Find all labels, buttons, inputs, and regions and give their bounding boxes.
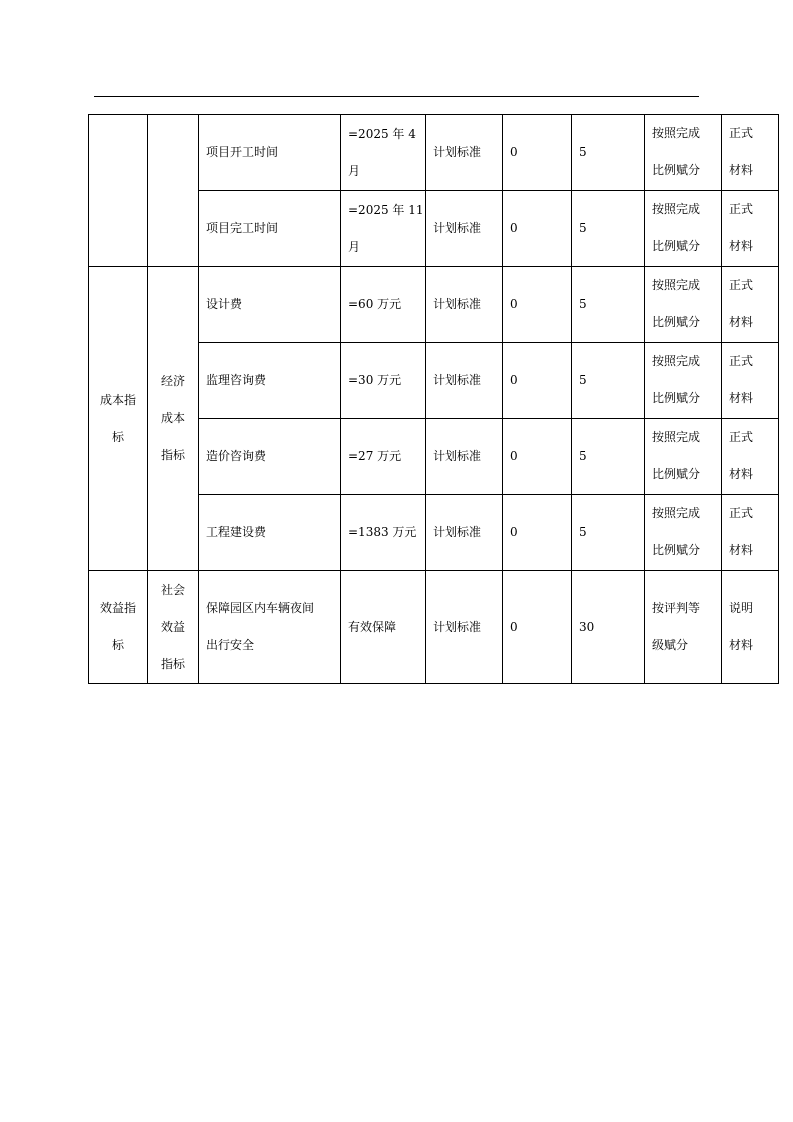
source-line: 材料 bbox=[729, 239, 754, 253]
score-cell: 5 bbox=[572, 419, 645, 495]
method-cell bbox=[645, 419, 722, 495]
indicator-cell: 造价咨询费 bbox=[199, 419, 341, 495]
target-cell bbox=[341, 191, 426, 267]
performance-indicator-table bbox=[88, 114, 779, 684]
method-line: 比例赋分 bbox=[652, 467, 701, 481]
target-line: 月 bbox=[348, 163, 361, 178]
method-line: 比例赋分 bbox=[652, 391, 701, 405]
method-line: 按照完成 bbox=[652, 126, 701, 140]
basis-cell: 计划标准 bbox=[426, 267, 503, 343]
score-cell: 5 bbox=[572, 115, 645, 191]
level2-label: 指标 bbox=[160, 448, 185, 462]
min-cell: 0 bbox=[503, 571, 572, 684]
level1-label: 标 bbox=[111, 638, 124, 652]
source-line: 正式 bbox=[729, 506, 754, 520]
method-line: 按照完成 bbox=[652, 506, 701, 520]
source-cell bbox=[722, 419, 779, 495]
method-line: 按照完成 bbox=[652, 202, 701, 216]
basis-cell: 计划标准 bbox=[426, 343, 503, 419]
basis-cell: 计划标准 bbox=[426, 571, 503, 684]
method-line: 比例赋分 bbox=[652, 163, 701, 177]
target-cell: =60 万元 bbox=[341, 267, 426, 343]
method-line: 比例赋分 bbox=[652, 315, 701, 329]
method-line: 比例赋分 bbox=[652, 543, 701, 557]
level2-cell-cost bbox=[148, 267, 199, 571]
source-line: 正式 bbox=[729, 278, 754, 292]
source-line: 正式 bbox=[729, 354, 754, 368]
level2-cell-empty bbox=[148, 115, 199, 267]
source-cell bbox=[722, 267, 779, 343]
level1-label: 标 bbox=[111, 429, 124, 444]
source-line: 材料 bbox=[729, 638, 754, 652]
source-cell bbox=[722, 343, 779, 419]
source-line: 正式 bbox=[729, 126, 754, 140]
indicator-line: 出行安全 bbox=[206, 638, 255, 652]
target-cell: =30 万元 bbox=[341, 343, 426, 419]
method-cell bbox=[645, 571, 722, 684]
source-line: 正式 bbox=[729, 202, 754, 216]
level1-cell-empty bbox=[89, 115, 148, 267]
indicator-cell: 项目开工时间 bbox=[199, 115, 341, 191]
target-line: 月 bbox=[348, 239, 361, 254]
basis-cell: 计划标准 bbox=[426, 419, 503, 495]
target-line: =2025 年 11 bbox=[348, 202, 424, 217]
header-rule bbox=[94, 96, 699, 97]
source-line: 说明 bbox=[729, 601, 754, 615]
indicator-cell: 工程建设费 bbox=[199, 495, 341, 571]
method-cell bbox=[645, 115, 722, 191]
basis-cell: 计划标准 bbox=[426, 495, 503, 571]
score-cell: 5 bbox=[572, 191, 645, 267]
target-line: =2025 年 4 bbox=[348, 126, 416, 141]
method-line: 按照完成 bbox=[652, 278, 701, 292]
level2-label: 指标 bbox=[160, 656, 185, 671]
method-cell bbox=[645, 343, 722, 419]
indicator-cell: 项目完工时间 bbox=[199, 191, 341, 267]
min-cell: 0 bbox=[503, 115, 572, 191]
method-line: 级赋分 bbox=[652, 638, 689, 652]
source-line: 材料 bbox=[729, 391, 754, 405]
source-cell bbox=[722, 115, 779, 191]
table-row bbox=[89, 571, 779, 684]
method-line: 按照完成 bbox=[652, 430, 701, 444]
target-cell bbox=[341, 115, 426, 191]
table-row bbox=[89, 115, 779, 191]
basis-cell: 计划标准 bbox=[426, 191, 503, 267]
level2-label: 成本 bbox=[160, 411, 185, 425]
method-cell bbox=[645, 495, 722, 571]
indicator-line: 保障园区内车辆夜间 bbox=[206, 601, 315, 615]
score-cell: 30 bbox=[572, 571, 645, 684]
level1-label: 成本指 bbox=[99, 392, 136, 407]
target-cell: =1383 万元 bbox=[341, 495, 426, 571]
min-cell: 0 bbox=[503, 267, 572, 343]
min-cell: 0 bbox=[503, 419, 572, 495]
target-cell: 有效保障 bbox=[341, 571, 426, 684]
target-cell: =27 万元 bbox=[341, 419, 426, 495]
score-cell: 5 bbox=[572, 343, 645, 419]
source-cell bbox=[722, 495, 779, 571]
score-cell: 5 bbox=[572, 495, 645, 571]
source-line: 材料 bbox=[729, 543, 754, 557]
level1-label: 效益指 bbox=[99, 601, 136, 615]
method-line: 按照完成 bbox=[652, 354, 701, 368]
source-line: 材料 bbox=[729, 467, 754, 481]
min-cell: 0 bbox=[503, 191, 572, 267]
indicator-cell bbox=[199, 571, 341, 684]
indicator-cell: 设计费 bbox=[199, 267, 341, 343]
source-line: 材料 bbox=[729, 315, 754, 329]
source-line: 正式 bbox=[729, 430, 754, 444]
table-row bbox=[89, 267, 779, 343]
level1-cell-benefit bbox=[89, 571, 148, 684]
level1-cell-cost bbox=[89, 267, 148, 571]
level2-label: 社会 bbox=[160, 582, 185, 597]
min-cell: 0 bbox=[503, 343, 572, 419]
method-line: 比例赋分 bbox=[652, 239, 701, 253]
level2-label: 效益 bbox=[160, 619, 185, 634]
min-cell: 0 bbox=[503, 495, 572, 571]
method-cell bbox=[645, 191, 722, 267]
level2-cell-benefit bbox=[148, 571, 199, 684]
level2-label: 经济 bbox=[160, 374, 185, 388]
source-line: 材料 bbox=[729, 163, 754, 177]
indicator-cell: 监理咨询费 bbox=[199, 343, 341, 419]
score-cell: 5 bbox=[572, 267, 645, 343]
source-cell bbox=[722, 191, 779, 267]
method-line: 按评判等 bbox=[652, 601, 701, 615]
method-cell bbox=[645, 267, 722, 343]
source-cell bbox=[722, 571, 779, 684]
basis-cell: 计划标准 bbox=[426, 115, 503, 191]
